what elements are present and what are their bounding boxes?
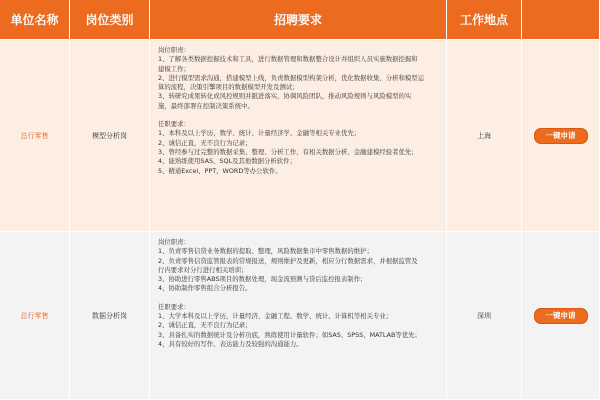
row1-unit: 总行零售 <box>0 40 70 232</box>
duties-title: 岗位职责： <box>158 46 190 54</box>
duty-line: 4、协助制作零售组合分析报告。 <box>158 284 252 293</box>
duty-line: 施，最终部署在控制决策系统中。 <box>158 101 254 110</box>
row2-category: 数据分析岗 <box>70 232 150 400</box>
row2-unit: 总行零售 <box>0 232 70 400</box>
row1-action-cell <box>522 40 600 232</box>
row1-location: 上海 <box>447 40 522 232</box>
duty-line: 3、转研究成果转化成风控规则并跟进落实，协调风险团队，推动风险规则与风险模型的实 <box>158 92 412 101</box>
qual-line: 1、本科及以上学历，数学、统计、计量经济学、金融等相关专业优先； <box>158 129 361 138</box>
header-category: 岗位类别 <box>70 0 150 40</box>
row2-action-cell <box>522 232 600 400</box>
duty-line: 行内要求对分行进行相关培训； <box>158 265 248 274</box>
duty-line: 建模工作； <box>158 64 190 73</box>
qual-line: 3、具备扎实的数据统计及分析功底，熟练使用计量软件；如SAS、SPSS、MATLAB等优先； <box>158 330 421 339</box>
qual-title: 任职要求： <box>158 120 190 129</box>
apply-button[interactable]: 一键申请 <box>534 308 588 324</box>
apply-button[interactable]: 一键申请 <box>534 128 588 144</box>
qual-line: 2、诚信正直，无不良行为记录； <box>158 321 252 330</box>
header-action <box>522 0 600 40</box>
duties-title: 岗位职责： <box>158 238 190 246</box>
qual-title: 任职要求： <box>158 302 190 311</box>
header-unit: 单位名称 <box>0 0 70 40</box>
qual-line: 3、曾经参与过完整的数据采集、整理、分析工作，有相关数据分析、金融建模经验者优先； <box>158 147 418 156</box>
qual-line: 4、具有较好的写作、表达能力及较强的沟通能力。 <box>158 339 303 348</box>
header-location: 工作地点 <box>447 0 522 40</box>
duty-line: 1、负责零售信贷业务数据的提取、整理，风险数据集市中零售数据的维护； <box>158 247 373 256</box>
duty-line: 算的流程，决策引擎项目的数据模型开发及测试； <box>158 83 299 92</box>
row1-category: 模型分析岗 <box>70 40 150 232</box>
qual-line: 2、诚信正直，无不良行为记录； <box>158 138 252 147</box>
qual-line: 5、精通Excel、PPT、WORD等办公软件。 <box>158 166 282 175</box>
qual-line: 4、能熟练使用SAS、SQL及其他数据分析软件； <box>158 157 296 166</box>
row2-location: 深圳 <box>447 232 522 400</box>
duty-line: 2、进行模型需求沟通，搭建模型上线，负责数据模型构架分析，优化数据收集、分析和模型运 <box>158 73 425 82</box>
qual-line: 1、大学本科及以上学历，计量经济、金融工程、数学、统计、计算机等相关专业； <box>158 312 393 321</box>
duty-line: 2、负责零售信贷监管报表的常规报送，规则维护及更新，相应分行数据需求，并根据监管及 <box>158 256 418 265</box>
header-requirements: 招聘要求 <box>150 0 447 40</box>
row2-requirements <box>150 232 447 400</box>
duty-line: 3、协助进行零售ABS项目的数据处理，现金流预测与贷后监控报表制作； <box>158 275 367 284</box>
row1-requirements <box>150 40 447 232</box>
duty-line: 1、了解各类数据挖掘技术和工具，进行数据管理和数据整合设计并组织人员实施数据挖掘和 <box>158 55 418 64</box>
